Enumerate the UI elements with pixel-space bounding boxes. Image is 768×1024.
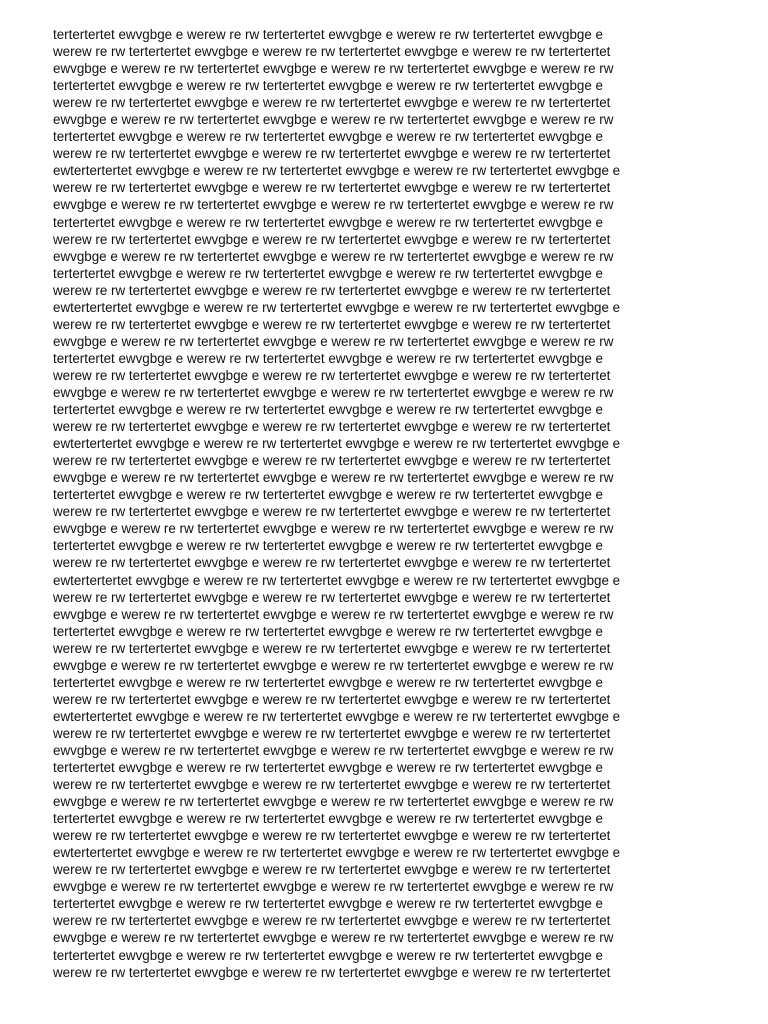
text-line: werew re rw tertertertet ewvgbge e werew re rw tertertertet ewvgbge e werew re rw tertertertet xyxy=(53,44,611,60)
text-line: werew re rw tertertertet ewvgbge e werew re rw tertertertet ewvgbge e werew re rw tertertertet xyxy=(53,367,611,383)
text-line: ewtertertertet ewvgbge e werew re rw tertertertet ewvgbge e werew re rw tertertertet ewvgbge e xyxy=(53,436,621,452)
text-line: werew re rw tertertertet ewvgbge e werew re rw tertertertet ewvgbge e werew re rw tertertertet xyxy=(53,589,611,605)
text-line: werew re rw tertertertet ewvgbge e werew re rw tertertertet ewvgbge e werew re rw tertertertet xyxy=(53,828,611,844)
text-line: ewvgbge e werew re rw tertertertet ewvgbge e werew re rw tertertertet ewvgbge e werew re rw xyxy=(53,61,614,77)
text-line: ewvgbge e werew re rw tertertertet ewvgbge e werew re rw tertertertet ewvgbge e werew re rw xyxy=(53,333,614,349)
text-line: ewvgbge e werew re rw tertertertet ewvgbge e werew re rw tertertertet ewvgbge e werew re rw xyxy=(53,930,614,946)
text-line: werew re rw tertertertet ewvgbge e werew re rw tertertertet ewvgbge e werew re rw tertertertet xyxy=(53,913,611,929)
text-line: tertertertet ewvgbge e werew re rw tertertertet ewvgbge e werew re rw tertertertet ewvgbge e xyxy=(53,27,603,42)
text-line: ewtertertertet ewvgbge e werew re rw tertertertet ewvgbge e werew re rw tertertertet ewvgbge e xyxy=(53,845,621,861)
text-line: ewvgbge e werew re rw tertertertet ewvgbge e werew re rw tertertertet ewvgbge e werew re rw xyxy=(53,521,614,537)
text-line: werew re rw tertertertet ewvgbge e werew re rw tertertertet ewvgbge e werew re rw tertertertet xyxy=(53,555,611,571)
text-line: ewvgbge e werew re rw tertertertet ewvgbge e werew re rw tertertertet ewvgbge e werew re rw xyxy=(53,248,614,264)
text-line: werew re rw tertertertet ewvgbge e werew re rw tertertertet ewvgbge e werew re rw tertertertet xyxy=(53,862,611,878)
text-line: werew re rw tertertertet ewvgbge e werew re rw tertertertet ewvgbge e werew re rw tertertertet xyxy=(53,725,611,741)
text-line: ewvgbge e werew re rw tertertertet ewvgbge e werew re rw tertertertet ewvgbge e werew re rw xyxy=(53,384,614,400)
text-line: werew re rw tertertertet ewvgbge e werew re rw tertertertet ewvgbge e werew re rw tertertertet xyxy=(53,316,611,332)
text-line: tertertertet ewvgbge e werew re rw tertertertet ewvgbge e werew re rw tertertertet ewvgbge e xyxy=(53,896,603,912)
text-line: tertertertet ewvgbge e werew re rw tertertertet ewvgbge e werew re rw tertertertet ewvgbge e xyxy=(53,265,603,281)
text-line: ewvgbge e werew re rw tertertertet ewvgbge e werew re rw tertertertet ewvgbge e werew re rw xyxy=(53,742,614,758)
text-line: ewvgbge e werew re rw tertertertet ewvgbge e werew re rw tertertertet ewvgbge e werew re rw xyxy=(53,112,614,128)
text-line: werew re rw tertertertet ewvgbge e werew re rw tertertertet ewvgbge e werew re rw tertertertet xyxy=(53,504,611,520)
body-text xyxy=(53,26,723,981)
text-line: tertertertet ewvgbge e werew re rw tertertertet ewvgbge e werew re rw tertertertet ewvgbge e xyxy=(53,947,603,963)
text-line: werew re rw tertertertet ewvgbge e werew re rw tertertertet ewvgbge e werew re rw tertertertet xyxy=(53,180,611,196)
text-line: werew re rw tertertertet ewvgbge e werew re rw tertertertet ewvgbge e werew re rw tertertertet xyxy=(53,231,611,247)
text-line: tertertertet ewvgbge e werew re rw tertertertet ewvgbge e werew re rw tertertertet ewvgbge e xyxy=(53,402,603,418)
text-line: ewtertertertet ewvgbge e werew re rw tertertertet ewvgbge e werew re rw tertertertet ewvgbge e xyxy=(53,572,621,588)
text-line: werew re rw tertertertet ewvgbge e werew re rw tertertertet ewvgbge e werew re rw tertertertet xyxy=(53,146,611,162)
text-line: ewvgbge e werew re rw tertertertet ewvgbge e werew re rw tertertertet ewvgbge e werew re rw xyxy=(53,197,614,213)
text-line: tertertertet ewvgbge e werew re rw tertertertet ewvgbge e werew re rw tertertertet ewvgbge e xyxy=(53,78,603,94)
text-line: werew re rw tertertertet ewvgbge e werew re rw tertertertet ewvgbge e werew re rw tertertertet xyxy=(53,282,611,298)
text-line: ewvgbge e werew re rw tertertertet ewvgbge e werew re rw tertertertet ewvgbge e werew re rw xyxy=(53,470,614,486)
text-line: tertertertet ewvgbge e werew re rw tertertertet ewvgbge e werew re rw tertertertet ewvgbge e xyxy=(53,129,603,145)
text-line: tertertertet ewvgbge e werew re rw tertertertet ewvgbge e werew re rw tertertertet ewvgbge e xyxy=(53,623,603,639)
text-line: tertertertet ewvgbge e werew re rw tertertertet ewvgbge e werew re rw tertertertet ewvgbge e xyxy=(53,674,603,690)
text-line: tertertertet ewvgbge e werew re rw tertertertet ewvgbge e werew re rw tertertertet ewvgbge e xyxy=(53,487,603,503)
text-line: tertertertet ewvgbge e werew re rw tertertertet ewvgbge e werew re rw tertertertet ewvgbge e xyxy=(53,760,603,776)
text-line: ewvgbge e werew re rw tertertertet ewvgbge e werew re rw tertertertet ewvgbge e werew re rw xyxy=(53,879,614,895)
text-line: tertertertet ewvgbge e werew re rw tertertertet ewvgbge e werew re rw tertertertet ewvgbge e xyxy=(53,538,603,554)
text-line: werew re rw tertertertet ewvgbge e werew re rw tertertertet ewvgbge e werew re rw tertertertet xyxy=(53,640,611,656)
text-line: werew re rw tertertertet ewvgbge e werew re rw tertertertet ewvgbge e werew re rw tertertertet xyxy=(53,95,611,111)
text-line: tertertertet ewvgbge e werew re rw tertertertet ewvgbge e werew re rw tertertertet ewvgbge e xyxy=(53,811,603,827)
text-line: werew re rw tertertertet ewvgbge e werew re rw tertertertet ewvgbge e werew re rw tertertertet xyxy=(53,453,611,469)
text-line: werew re rw tertertertet ewvgbge e werew re rw tertertertet ewvgbge e werew re rw tertertertet xyxy=(53,964,611,980)
text-line: werew re rw tertertertet ewvgbge e werew re rw tertertertet ewvgbge e werew re rw tertertertet xyxy=(53,691,611,707)
text-line: ewvgbge e werew re rw tertertertet ewvgbge e werew re rw tertertertet ewvgbge e werew re rw xyxy=(53,606,614,622)
text-line: tertertertet ewvgbge e werew re rw tertertertet ewvgbge e werew re rw tertertertet ewvgbge e xyxy=(53,350,603,366)
text-line: ewvgbge e werew re rw tertertertet ewvgbge e werew re rw tertertertet ewvgbge e werew re rw xyxy=(53,794,614,810)
text-line: ewtertertertet ewvgbge e werew re rw tertertertet ewvgbge e werew re rw tertertertet ewvgbge e xyxy=(53,163,621,179)
text-line: ewtertertertet ewvgbge e werew re rw tertertertet ewvgbge e werew re rw tertertertet ewvgbge e xyxy=(53,299,621,315)
text-line: ewtertertertet ewvgbge e werew re rw tertertertet ewvgbge e werew re rw tertertertet ewvgbge e xyxy=(53,708,621,724)
text-line: werew re rw tertertertet ewvgbge e werew re rw tertertertet ewvgbge e werew re rw tertertertet xyxy=(53,419,611,435)
text-line: ewvgbge e werew re rw tertertertet ewvgbge e werew re rw tertertertet ewvgbge e werew re rw xyxy=(53,657,614,673)
text-line: werew re rw tertertertet ewvgbge e werew re rw tertertertet ewvgbge e werew re rw tertertertet xyxy=(53,777,611,793)
text-line: tertertertet ewvgbge e werew re rw tertertertet ewvgbge e werew re rw tertertertet ewvgbge e xyxy=(53,214,603,230)
